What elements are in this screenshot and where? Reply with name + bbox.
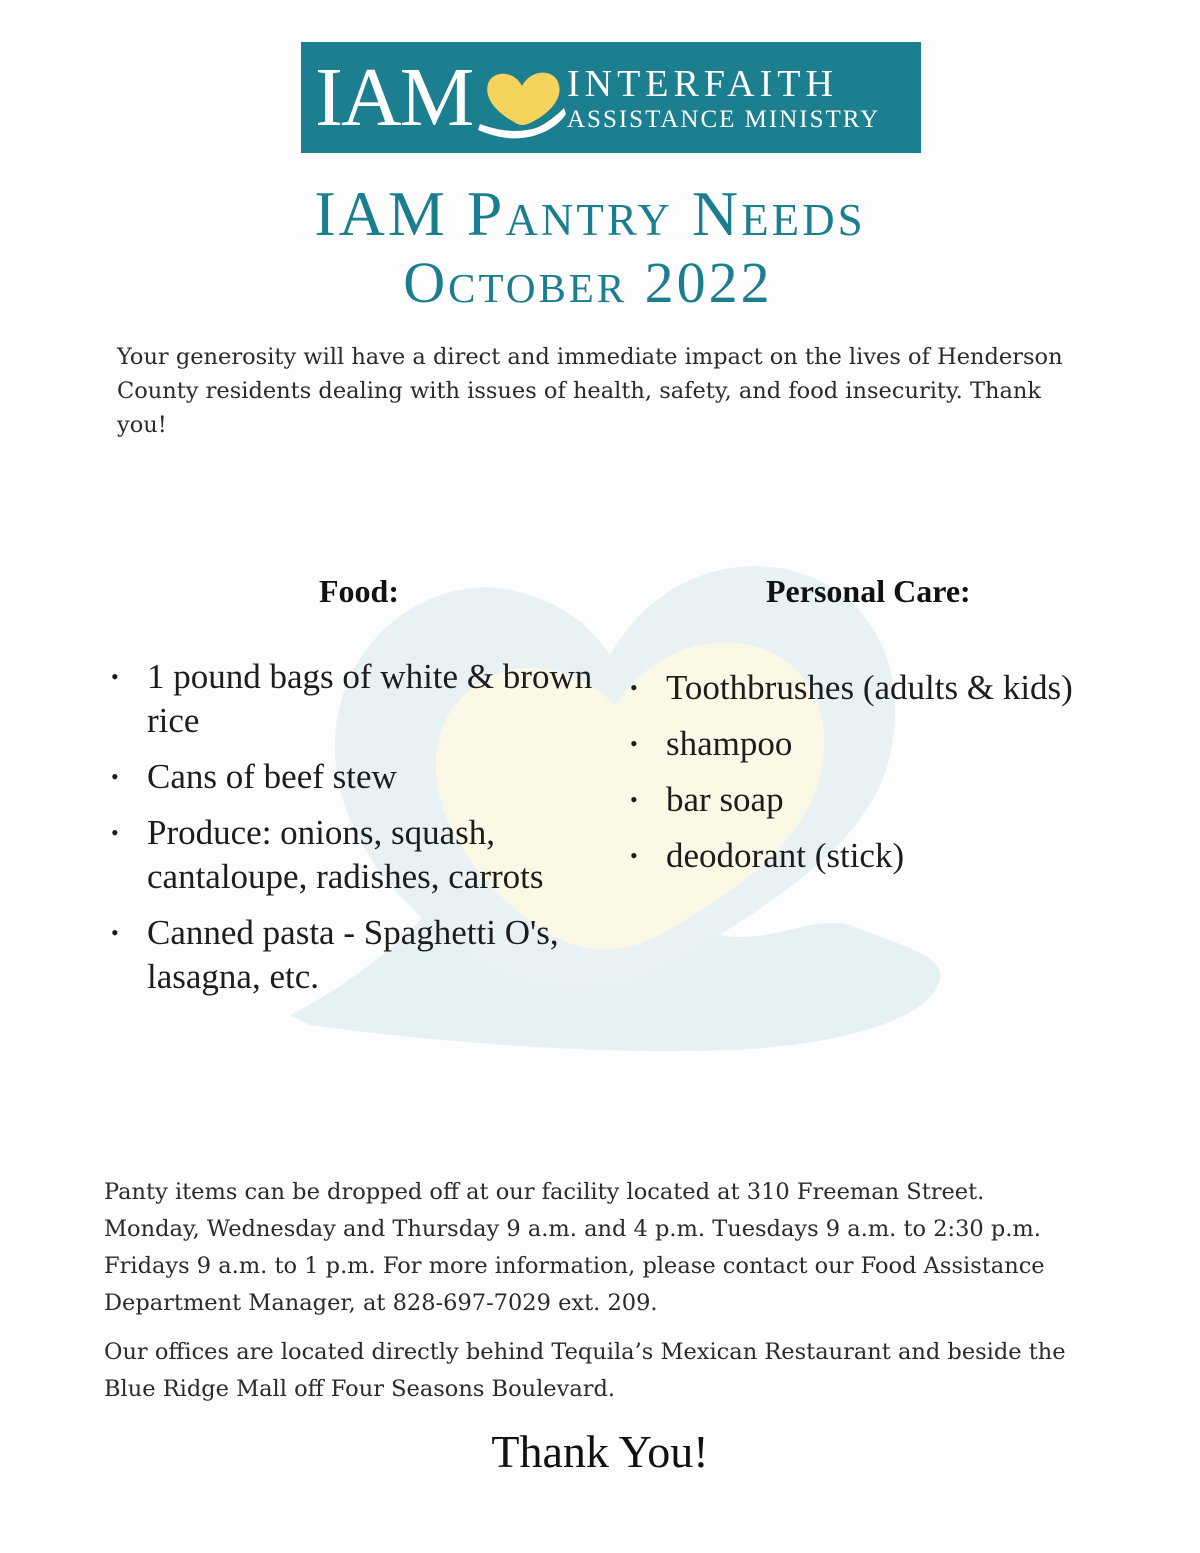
list-item (630, 834, 1146, 878)
list-item (111, 755, 627, 799)
food-heading: Food: (319, 573, 399, 609)
personal-care-list (630, 666, 1146, 890)
closing-thank-you: Thank You! (491, 1426, 709, 1477)
care-item-text: deodorant (stick) (666, 836, 905, 875)
care-item-text: bar soap (666, 780, 784, 819)
care-item-text: Toothbrushes (adults & kids) (666, 668, 1073, 707)
iam-logo (301, 42, 921, 153)
heart-in-hand-icon (476, 64, 568, 142)
page-subtitle: October 2022 (403, 250, 773, 315)
bullet-icon: • (630, 675, 638, 700)
logo-interfaith-text: INTERFAITH (567, 63, 838, 105)
personal-care-heading: Personal Care: (766, 573, 971, 609)
list-item (111, 811, 627, 899)
intro-paragraph: Your generosity will have a direct and immediate impact on the lives of Henderson County residents dealing with issues of health, safety, and food insecurity. Thank you! (117, 344, 1063, 438)
list-item (111, 911, 627, 999)
list-item (111, 655, 627, 743)
bullet-icon: • (630, 787, 638, 812)
food-item-text: Produce: onions, squash, cantaloupe, radishes, carrots (147, 813, 544, 896)
bullet-icon: • (111, 920, 119, 945)
bullet-icon: • (111, 664, 119, 689)
bullet-icon: • (630, 843, 638, 868)
list-item (630, 666, 1146, 710)
food-item-text: Canned pasta - Spaghetti O's, lasagna, etc. (147, 913, 559, 996)
food-list (111, 655, 627, 1011)
page-title: IAM Pantry Needs (314, 178, 866, 249)
bullet-icon: • (630, 731, 638, 756)
bullet-icon: • (111, 820, 119, 845)
logo-assistance-ministry-text: ASSISTANCE MINISTRY (567, 106, 881, 133)
food-item-text: Cans of beef stew (147, 757, 397, 796)
list-item (630, 778, 1146, 822)
dropoff-paragraph: Panty items can be dropped off at our facility located at 310 Freeman Street. Monday, Wednesday and Thursday 9 a.m. and 4 p.m. Tuesdays 9 a.m. to 2:30 p.m. Fridays 9 a.m. to 1 p.m. For more information, please contact our Food Assistance Department Manager, at 828-697-7029 ext. 209. (104, 1179, 1045, 1316)
care-item-text: shampoo (666, 724, 793, 763)
list-item (630, 722, 1146, 766)
food-item-text: 1 pound bags of white & brown rice (147, 657, 593, 740)
offices-paragraph: Our offices are located directly behind Tequila’s Mexican Restaurant and beside the Blue Ridge Mall off Four Seasons Boulevard. (104, 1339, 1066, 1402)
logo-mark: IAM (315, 51, 473, 144)
bullet-icon: • (111, 764, 119, 789)
